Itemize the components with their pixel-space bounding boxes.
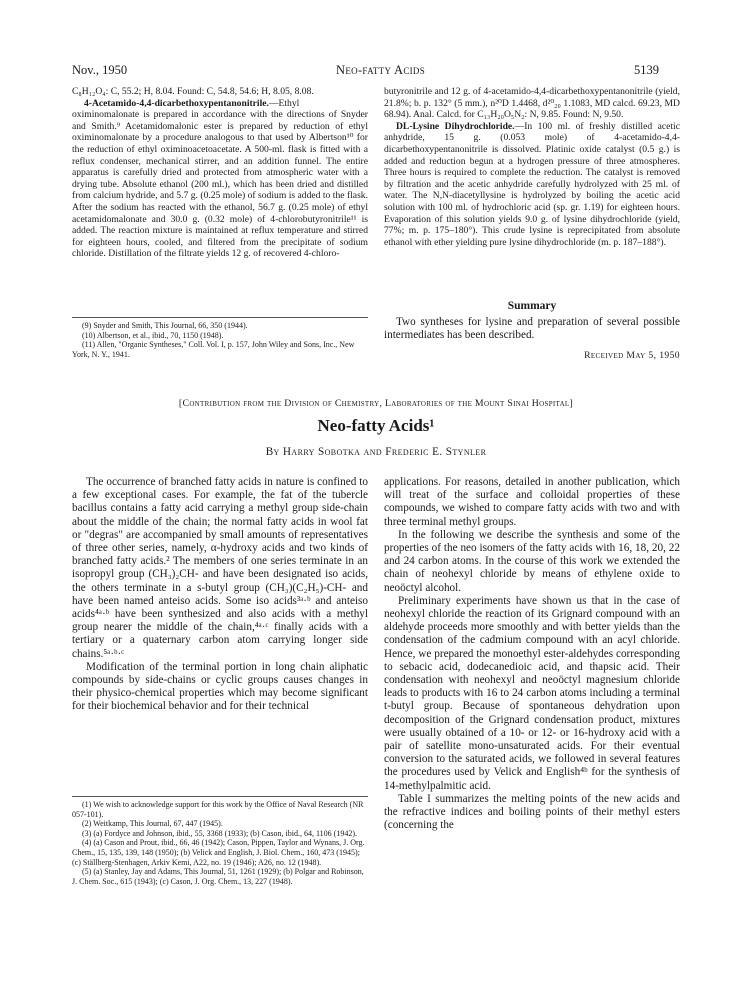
procedure-paragraph [384,121,680,249]
footnote: (5) (a) Stanley, Jay and Adams, This Journal, 51, 1261 (1929); (b) Polgar and Robinson, J. Chem. Soc., 615 (1943); (c) Cason, J. Org. Chem., 13, 227 (1948). [72,867,364,886]
footnote-divider [72,317,368,318]
compound-heading: 4-Acetamido-4,4-dicarbethoxypentanonitrile. [84,97,269,109]
footnote: (1) We wish to acknowledge support for this work by the Office of Naval Research (NR 057-101). [72,800,364,819]
compound-heading: DL-Lysine Dihydrochloride. [396,120,515,132]
footnote: (2) Weitkamp, This Journal, 67, 447 (1945). [82,819,223,829]
procedure-continuation: butyronitrile and 12 g. of 4-acetamido-4,4-dicarbethoxypentanonitrile (yield, 21.8%; b. p. 132° (5 mm.), n²⁰D 1.4468, d²⁰₂₀ 1.1083, MD calcd. 69.23, MD 68.94). Anal. Calcd. for C₁₃H₂₀O₅N₂: N, 9.85. Found: N, 9.50. [384,86,680,121]
page-number: 5139 [634,62,659,77]
summary-text: Two syntheses for lysine and preparation of several possible intermediates has been described. [384,316,680,342]
footnote: (10) Albertson, et al., ibid., 70, 1150 (1948). [82,330,224,340]
body-paragraph: Preliminary experiments have shown us that in the case of neohexyl chloride the reaction of its Grignard compound with an aldehyde proceeds more smoothly and with better yields than the condensation of the cadmium compound with an acyl chloride. Hence, we prepared the monoethyl ester-aldehydes corresponding to sebacic acid, dodecanedioic acid, and thapsic acid. Their condensation with neohexyl and neoöctyl magnesium chloride leads to products with 16 to 24 carbon atoms including a terminal t-butyl group. Because of spontaneous dehydration upon decomposition of the Grignard condensation product, mixtures were usually obtained of a 10- or 12- or 16-hydroxy acid with a pair of satellite mono-unsaturated acids. For their eventual conversion to the saturated acids, we followed in several features the procedures used by Velick and English⁴ᵇ for the synthesis of 14-methylpalmitic acid. [384,594,680,792]
footnote: (9) Snyder and Smith, This Journal, 66, 350 (1944). [82,321,248,330]
header-title: Neo-fatty Acids [336,62,426,77]
summary-heading: Summary [507,300,557,312]
article-authors: By Harry Sobotka and Frederic E. Stynler [265,446,487,458]
footnote: (4) (a) Cason and Prout, ibid., 66, 46 (1942); Cason, Pippen, Taylor and Wynans, J. Org. Chem., 15, 135, 139, 148 (1950); (b) Velick and English, J. Biol. Chem., 160, 473 (1945); (c) Ställberg-Stenhagen, Arkiv Kemi, A22, no. 19 (1946); A26, no. 12 (1948). [72,838,365,867]
previous-article-footnotes [72,317,368,359]
article-title: Neo-fatty Acids¹ [317,416,435,435]
received-date: Received May 5, 1950 [584,350,680,361]
procedure-text: —Ethyl oximinomalonate is prepared in accordance with the directions of Snyder and Smith.⁹ Acetamidomalonic ester is prepared by reduction of ethyl oximinomalonate by a procedure analogous to that used by Albertson¹⁰ for the reduction of ethyl oximinoacetoacetate. A 500-ml. flask is fitted with a reflux condenser, mechanical stirrer, and an addition funnel. The entire apparatus is carefully dried and protected from atmospheric water with a drying tube. Absolute ethanol (200 ml.), which has been dried and distilled from calcium hydride, and 5.7 g. (0.25 mole) of sodium is added to the flask. After the sodium has reacted with the ethanol, 56.7 g. (0.25 mole) of ethyl acetamidomalonate and 30.0 g. (0.32 mole) of 4-chlorobutyronitrile¹¹ is added. The reaction mixture is maintained at reflux temperature and stirred for eighteen hours, cooled, and filtered from the precipitate of sodium chloride. Distillation of the filtrate yields 12 g. of recovered 4-chloro- [72,97,368,260]
analysis-result: C₈H₁₂O₄: C, 55.2; H, 8.04. Found: C, 54.8, 54.6; H, 8.05, 8.08. [72,86,314,97]
article-left-column [72,476,368,794]
header-date: Nov., 1950 [72,62,128,77]
running-header [72,62,659,78]
article-right-column [384,476,680,996]
footnote-divider [72,796,368,797]
body-paragraph: The occurrence of branched fatty acids in nature is confined to a few exceptional cases. For example, the fat of the tubercle bacillus contains a fatty acid carrying a methyl group side-chain about the middle of the chain; the normal fatty acids in wool fat or "degras" are accompanied by small amounts of representatives of three other series, namely, α-hydroxy acids and two kinds of branched fatty acids.² The members of one series terminate in an isopropyl group (CH₃)₂CH- and have been designated iso acids, the others terminate in a s-butyl group (CH₃)(C₂H₅)-CH- and have been named anteiso acids. Some iso acids³ᵃ·ᵇ and anteiso acids⁴ᵃ·ᵇ have been synthesized and also acids with a methyl group nearer the middle of the chain,⁴ᵃ·ᶜ finally acids with a tertiary or a quaternary carbon atom carrying longer side chains.⁵ᵃ·ᵇ·ᶜ [72,476,368,660]
previous-article-left-column [72,86,368,310]
footnote: (3) (a) Fordyce and Johnson, ibid., 55, 3368 (1933); (b) Cason, ibid., 64, 1106 (1942). [82,828,357,838]
article-footnotes [72,796,368,886]
body-paragraph: applications. For reasons, detailed in another publication, which will treat of the surface and colloidal properties of these compounds, we wished to compare fatty acids with two and with three terminal methyl groups. [384,476,680,528]
procedure-text: —In 100 ml. of freshly distilled acetic anhydride, 15 g. (0.053 mole) of 4-acetamido-4,4-dicarbethoxypentanonitrile is dissolved. Platinic oxide catalyst (0.5 g.) is added and reduction begun at a hydrogen pressure of three atmospheres. Three hours is required to complete the reduction. The catalyst is removed by filtration and the acetic anhydride carefully hydrolyzed with 25 ml. of water. The N,N-diacetyllysine is hydrolyzed by boiling the acetic acid solution with 100 ml. of hydrochloric acid (sp. gr. 1.19) for eighteen hours. Evaporation of this solution yields 9.0 g. of lysine dihydrochloride (yield, 77%; m. p. 175–180°). This crude lysine is reprecipitated from absolute ethanol with ether yielding pure lysine dihydrochloride (m. p. 187–188°). [384,120,680,248]
contribution-line: [Contribution from the Division of Chemistry, Laboratories of the Mount Sinai Hospital] [178,398,574,409]
body-paragraph: In the following we describe the synthesis and some of the properties of the neo isomers of the fatty acids with 16, 18, 20, 22 and 24 carbon atoms. In the course of this work we extended the chain of neohexyl chloride by means of ethylene oxide to neoöctyl alcohol. [384,528,680,594]
body-paragraph: Modification of the terminal portion in long chain aliphatic compounds by side-chains or cyclic groups causes changes in their physico-chemical properties which may become significant for their biochemical behavior and for their technical [72,660,368,713]
footnote: (11) Allen, "Organic Syntheses," Coll. Vol. I, p. 157, John Wiley and Sons, Inc., New York, N. Y., 1941. [72,340,355,359]
body-paragraph: Table I summarizes the melting points of the new acids and the refractive indices and boiling points of their methyl esters (concerning the [384,792,680,832]
procedure-paragraph [72,98,368,260]
